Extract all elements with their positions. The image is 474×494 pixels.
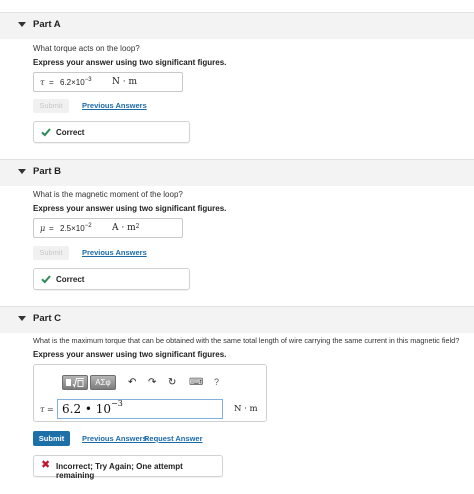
part-a-answer-box xyxy=(33,72,183,92)
part-a-submit-button[interactable]: Submit xyxy=(33,99,69,113)
part-a-question: What torque acts on the loop? xyxy=(33,44,140,53)
part-c-feedback xyxy=(33,455,223,480)
incorrect-x-icon: ✖ xyxy=(41,459,51,471)
part-a-feedback xyxy=(33,121,190,143)
tau-equals-label: τ = xyxy=(40,405,54,414)
part-b-question: What is the magnetic moment of the loop? xyxy=(33,190,183,199)
part-c-instruction: Express your answer using two significant figures. xyxy=(33,350,227,359)
reset-icon[interactable]: ↻ xyxy=(168,377,177,388)
mu-symbol: μ xyxy=(40,224,46,233)
equals-sign: = xyxy=(49,224,54,233)
part-c-header[interactable] xyxy=(0,306,474,333)
templates-button[interactable] xyxy=(62,375,88,390)
part-b-feedback xyxy=(33,268,190,290)
part-c-answer-input[interactable] xyxy=(57,399,223,419)
part-c-feedback-text: Incorrect; Try Again; One attempt remaining xyxy=(56,462,183,480)
part-a-title: Part A xyxy=(33,19,61,30)
part-a-answer-value: $6.2\times 10^{-3}$ xyxy=(60,77,92,87)
part-b-answer-box xyxy=(33,218,183,238)
part-c-answer-unit: N · m xyxy=(234,404,258,414)
undo-icon[interactable]: ↶ xyxy=(128,377,137,388)
collapse-caret-icon[interactable] xyxy=(18,316,26,321)
symbols-button[interactable]: ΑΣφ xyxy=(90,375,116,390)
redo-icon[interactable]: ↷ xyxy=(148,377,157,388)
part-c-title: Part C xyxy=(33,313,61,324)
part-b-header[interactable] xyxy=(0,159,474,186)
tau-symbol: τ xyxy=(40,78,45,87)
part-b-instruction: Express your answer using two significant figures. xyxy=(33,204,227,213)
equals-sign: = xyxy=(49,78,54,87)
part-b-answer-value: $2.5\times 10^{-2}$ xyxy=(60,223,92,233)
collapse-caret-icon[interactable] xyxy=(18,22,26,27)
part-a-feedback-text: Correct xyxy=(56,128,85,137)
part-c-previous-answers-link[interactable]: Previous Answers xyxy=(82,434,147,443)
part-b-previous-answers-link[interactable]: Previous Answers xyxy=(82,248,147,257)
part-b-feedback-text: Correct xyxy=(56,275,85,284)
part-a-header[interactable] xyxy=(0,12,474,39)
templates-icon xyxy=(63,376,87,389)
part-a-previous-answers-link[interactable]: Previous Answers xyxy=(82,101,147,110)
keyboard-icon[interactable]: ⌨ xyxy=(189,377,204,388)
part-b-answer-unit: $A \cdot m^2$ xyxy=(112,223,140,233)
part-c-submit-button[interactable]: Submit xyxy=(33,431,70,446)
request-answer-link[interactable]: Request Answer xyxy=(144,434,203,443)
part-c-answer-value: 6.2 • $10^{-3}$ xyxy=(62,399,123,416)
part-c-question: What is the maximum torque that can be obtained with the same total length of wire carrying the same current in this magnetic field? xyxy=(33,336,460,345)
help-icon[interactable]: ? xyxy=(214,377,220,387)
part-a-answer-unit: N · m xyxy=(112,77,137,87)
part-a-instruction: Express your answer using two significant figures. xyxy=(33,58,227,67)
collapse-caret-icon[interactable] xyxy=(18,169,26,174)
checkmark-icon xyxy=(41,127,51,137)
part-b-submit-button[interactable]: Submit xyxy=(33,246,69,260)
part-b-title: Part B xyxy=(33,166,61,177)
math-editor xyxy=(33,364,267,422)
checkmark-icon xyxy=(41,274,51,284)
